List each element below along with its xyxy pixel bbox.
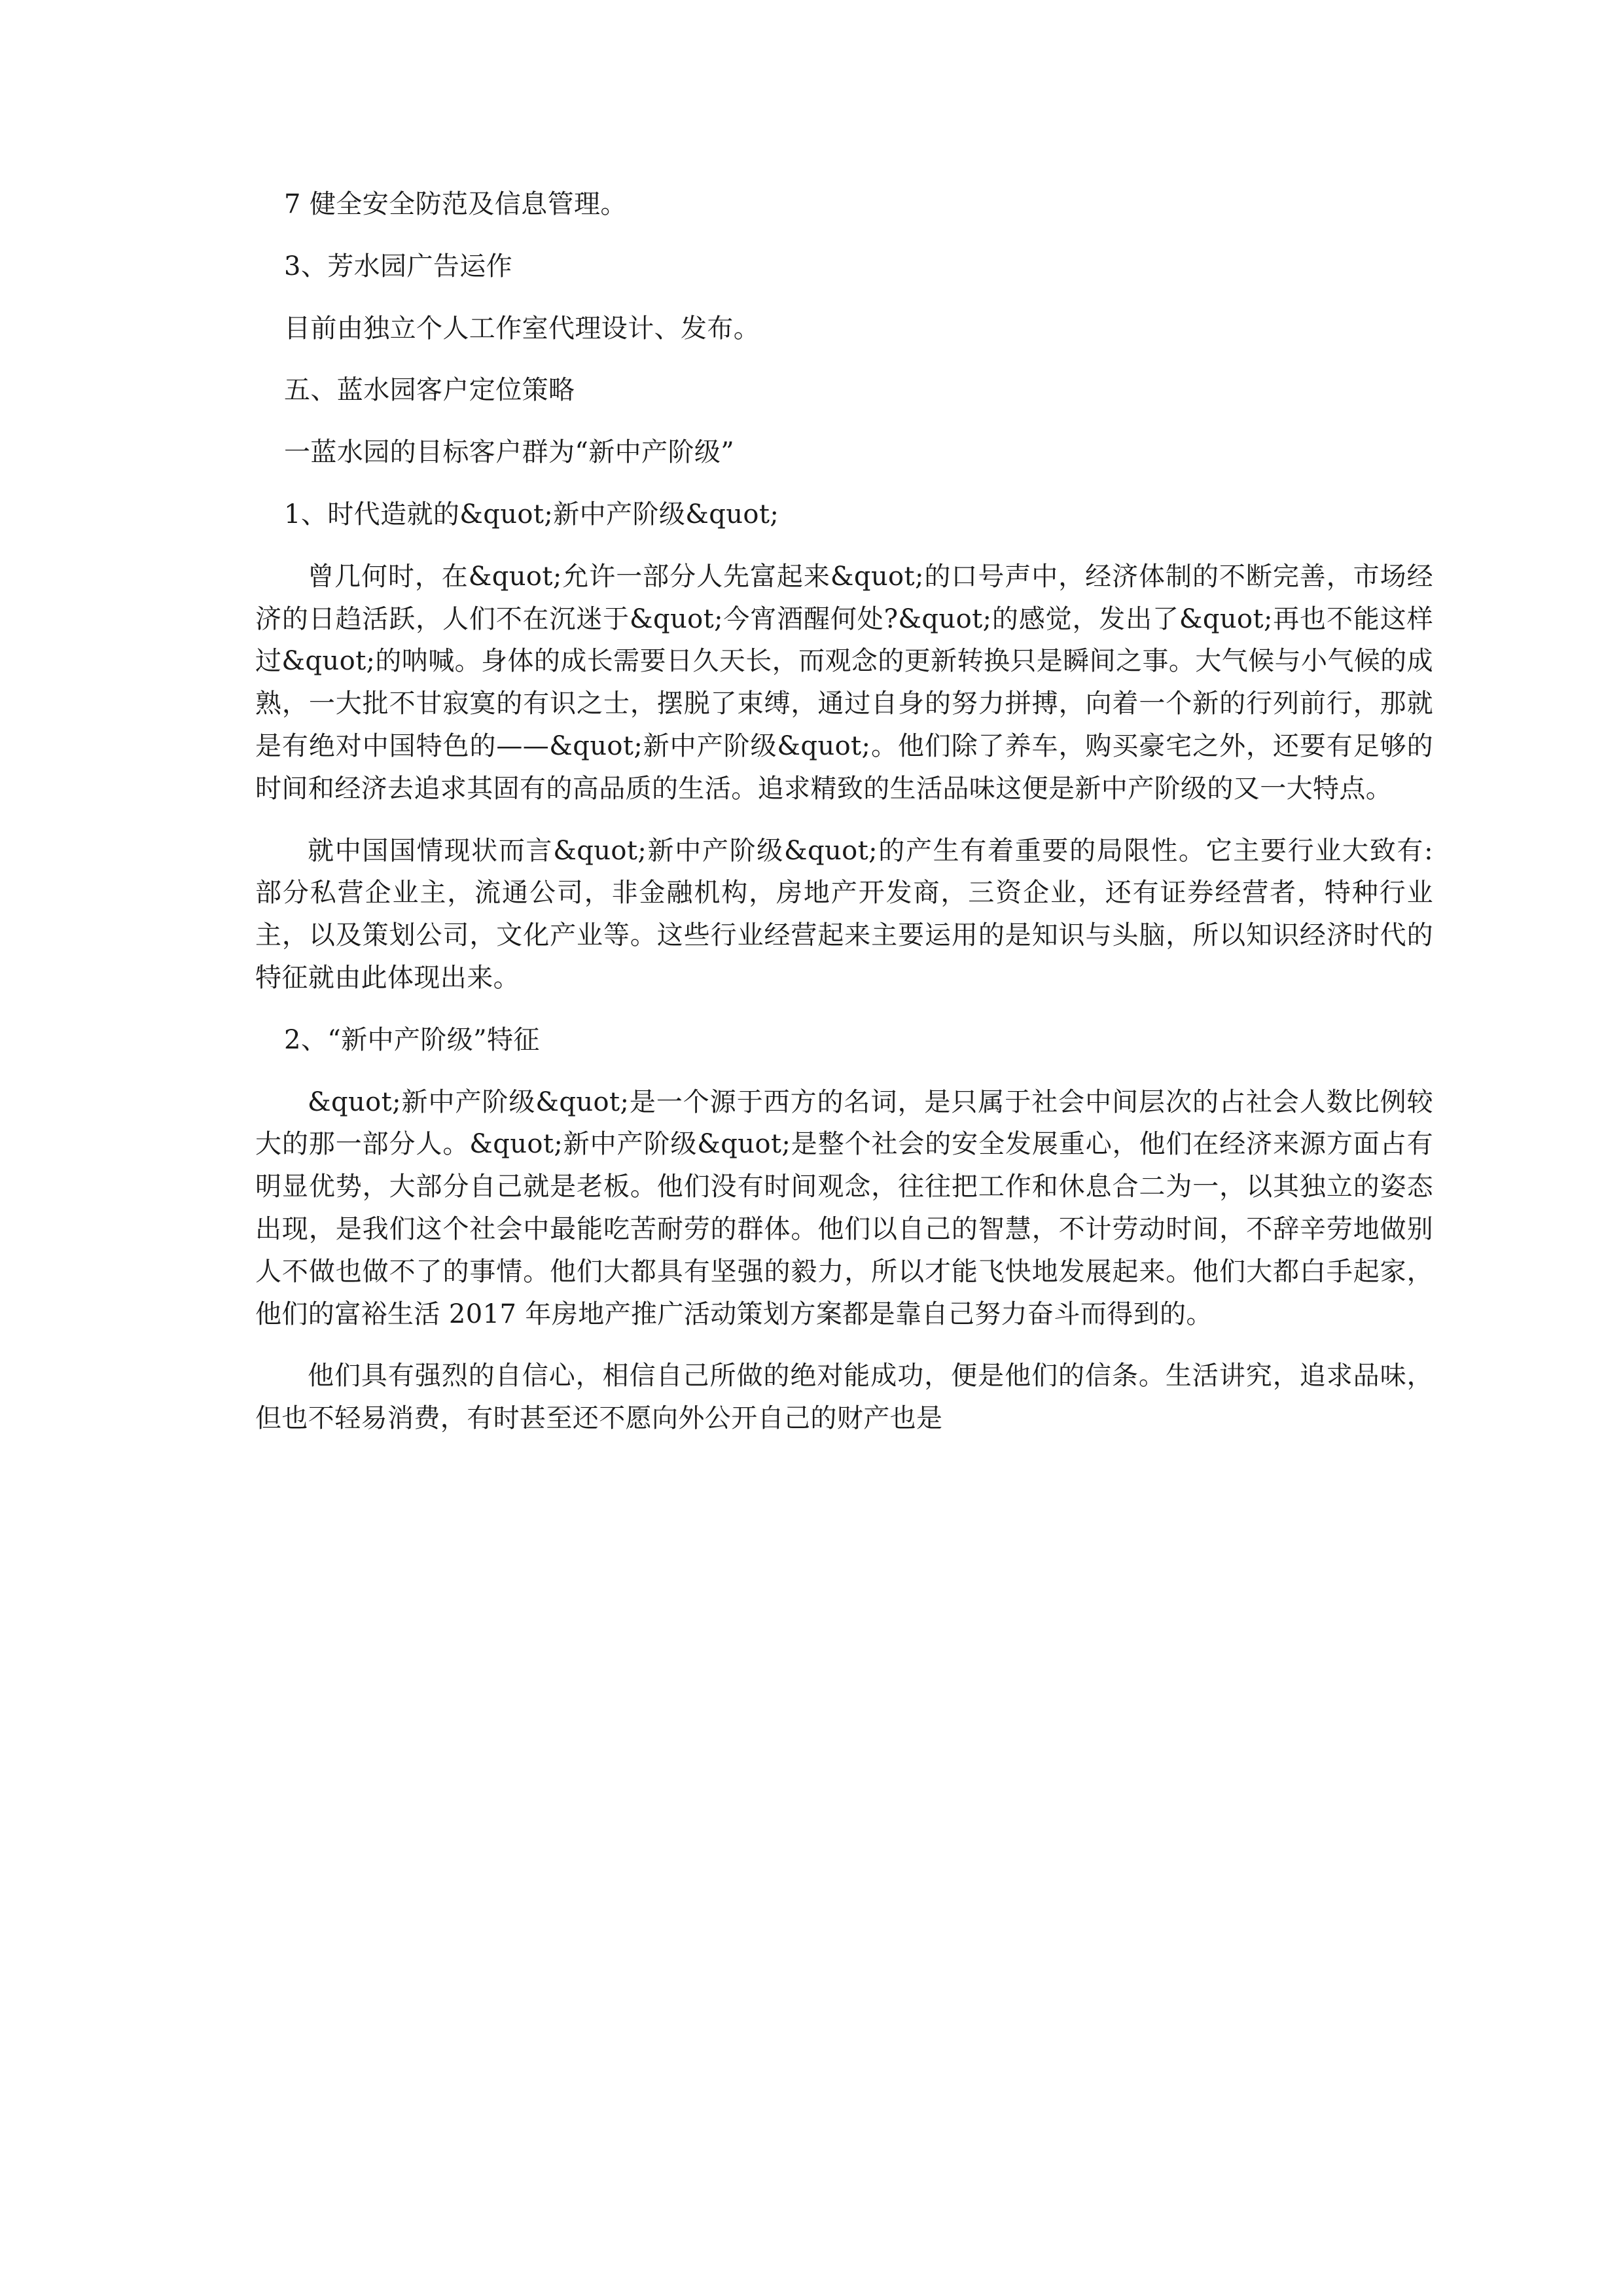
paragraph-heading-1-era: 1、时代造就的&quot;新中产阶级&quot; — [284, 499, 779, 529]
paragraph-era-body: 曾几何时，在&quot;允许一部分人先富起来&quot;的口号声中，经济体制的不断完善，市场经济的日趋活跃，人们不在沉迷于&quot;今宵酒醒何处?&quot;的感觉，发出了&quot;再也不能这样过&quot;的呐喊。身体的成长需要日久天长，而观念的更新转换只是瞬间之事。大气候与小气候的成熟，一大批不甘寂寞的有识之士，摆脱了束缚，通过自身的努力拼搏，向着一个新的行列前行，那就是有绝对中国特色的——&quot;新中产阶级&quot;。他们除了养车，购买豪宅之外，还要有足够的时间和经济去追求其固有的高品质的生活。追求精致的生活品味这便是新中产阶级的又一大特点。 — [255, 561, 1433, 804]
paragraph-target-customer-group: 一蓝水园的目标客户群为“新中产阶级” — [284, 437, 735, 468]
paragraph-features-body: &quot;新中产阶级&quot;是一个源于西方的名词，是只属于社会中间层次的占社会人数比例较大的那一部分人。&quot;新中产阶级&quot;是整个社会的安全发展重心，他们在经济来源方面占有明显优势，大部分自己就是老板。他们没有时间观念，往往把工作和休息合二为一，以其独立的姿态出现，是我们这个社会中最能吃苦耐劳的群体。他们以自己的智慧，不计劳动时间，不辞辛劳地做别人不做也做不了的事情。他们大都具有坚强的毅力，所以才能飞快地发展起来。他们大都白手起家，他们的富裕生活 2017 年房地产推广活动策划方案都是靠自己努力奋斗而得到的。 — [255, 1086, 1433, 1329]
paragraph-ad-agency-note: 目前由独立个人工作室代理设计、发布。 — [284, 313, 760, 344]
document-body — [255, 183, 1433, 1440]
paragraph-heading-2-features: 2、“新中产阶级”特征 — [284, 1024, 540, 1055]
paragraph-line-7-safety: 7 健全安全防范及信息管理。 — [284, 189, 627, 219]
paragraph-industry-body: 就中国国情现状而言&quot;新中产阶级&quot;的产生有着重要的局限性。它主要行业大致有: 部分私营企业主，流通公司，非金融机构，房地产开发商，三资企业，还有证券经营者，特种行业主，以及策划公司，文化产业等。这些行业经营起来主要运用的是知识与头脑，所以知识经济时代的特征就由此体现出来。 — [255, 835, 1433, 993]
paragraph-confidence-body: 他们具有强烈的自信心，相信自己所做的绝对能成功，便是他们的信条。生活讲究，追求品味，但也不轻易消费，有时甚至还不愿向外公开自己的财产也是 — [255, 1361, 1433, 1434]
paragraph-heading-5-customer-positioning: 五、蓝水园客户定位策略 — [284, 375, 575, 406]
paragraph-heading-3-ad-operation: 3、芳水园广告运作 — [284, 251, 513, 281]
